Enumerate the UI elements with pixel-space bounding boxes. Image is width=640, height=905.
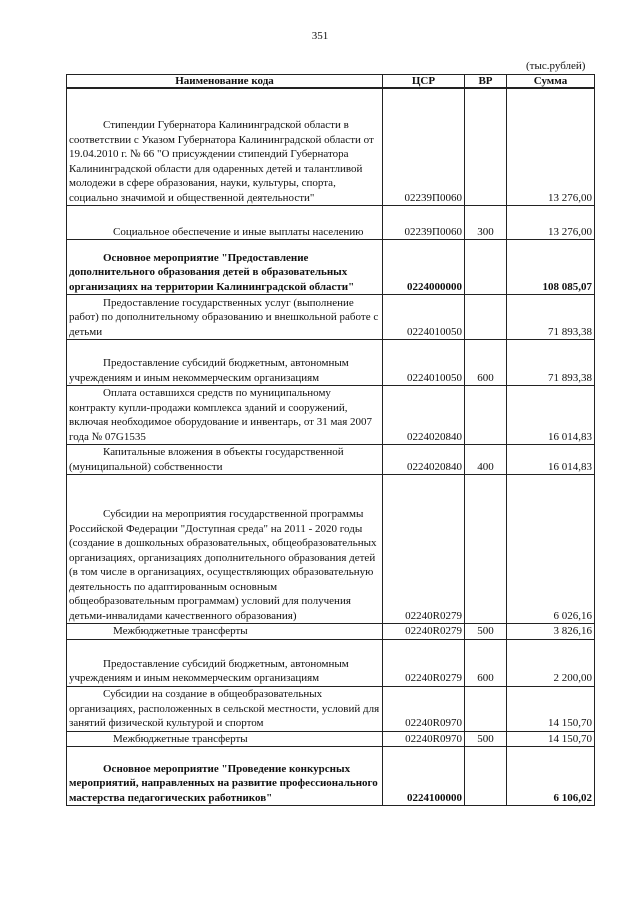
- row-sum: 14 150,70: [507, 686, 595, 731]
- row-name: Оплата оставшихся средств по муниципальному контракту купли-продажи комплекса зданий и сооружений, включая необходимое оборудование и инвентарь, от 31 мая 2007 года № 07G1535: [67, 386, 383, 445]
- row-csr: 0224010050: [383, 340, 465, 386]
- row-sum: 16 014,83: [507, 445, 595, 475]
- table-row: [67, 340, 595, 386]
- row-name: Предоставление субсидий бюджетным, автономным учреждениям и иным некоммерческим организациям: [67, 639, 383, 686]
- row-name: Капитальные вложения в объекты государственной (муниципальной) собственности: [67, 445, 383, 475]
- table-row: [67, 386, 595, 445]
- table-row: [67, 686, 595, 731]
- row-csr: 0224010050: [383, 295, 465, 340]
- row-vr: 500: [465, 731, 507, 747]
- table-row: [67, 240, 595, 295]
- row-sum: 6 026,16: [507, 475, 595, 624]
- row-name: Предоставление государственных услуг (выполнение работ) по дополнительному образованию и внешкольной работе с детьми: [67, 295, 383, 340]
- row-vr: 600: [465, 639, 507, 686]
- row-csr: 02240R0279: [383, 639, 465, 686]
- row-sum: 71 893,38: [507, 340, 595, 386]
- row-csr: 0224000000: [383, 240, 465, 295]
- table-row: [67, 206, 595, 240]
- row-vr: [465, 88, 507, 206]
- row-name: Межбюджетные трансферты: [67, 731, 383, 747]
- row-csr: 02240R0970: [383, 731, 465, 747]
- header-row: [67, 75, 595, 89]
- row-sum: 16 014,83: [507, 386, 595, 445]
- row-csr: 02240R0970: [383, 686, 465, 731]
- table-row: [67, 624, 595, 640]
- table-row: [67, 639, 595, 686]
- row-vr: 600: [465, 340, 507, 386]
- row-vr: 300: [465, 206, 507, 240]
- row-name: Субсидии на мероприятия государственной программы Российской Федерации "Доступная среда" на 2011 - 2020 годы (создание в дошкольных образовательных, общеобразовательных организациях, организациях дополнительного образования детей (в том числе в организациях, осуществляющих образовательную деятельность по адаптированным основным общеобразовательным программам) условий для получения детьми-инвалидами качественного образования): [67, 475, 383, 624]
- header-vr: ВР: [465, 75, 507, 89]
- table-row: [67, 88, 595, 206]
- row-sum: 71 893,38: [507, 295, 595, 340]
- row-csr: 02240R0279: [383, 475, 465, 624]
- row-vr: [465, 240, 507, 295]
- header-sum: Сумма: [507, 75, 595, 89]
- table-row: [67, 445, 595, 475]
- row-csr: 02239П0060: [383, 88, 465, 206]
- row-vr: [465, 686, 507, 731]
- units-label: (тыс.рублей): [526, 60, 586, 72]
- table-row: [67, 475, 595, 624]
- row-name: Социальное обеспечение и иные выплаты населению: [67, 206, 383, 240]
- row-csr: 02239П0060: [383, 206, 465, 240]
- row-vr: [465, 747, 507, 806]
- header-csr: ЦСР: [383, 75, 465, 89]
- row-csr: 0224020840: [383, 445, 465, 475]
- header-name: Наименование кода: [67, 75, 383, 89]
- row-vr: 500: [465, 624, 507, 640]
- row-sum: 14 150,70: [507, 731, 595, 747]
- row-vr: [465, 386, 507, 445]
- row-name: Основное мероприятие "Предоставление дополнительного образования детей в образовательных организациях на территории Калининградской области": [67, 240, 383, 295]
- row-name: Основное мероприятие "Проведение конкурсных мероприятий, направленных на развитие профессионального мастерства педагогических работников": [67, 747, 383, 806]
- row-name: Стипендии Губернатора Калининградской области в соответствии с Указом Губернатора Калининградской области от 19.04.2010 г. № 66 "О присуждении стипендий Губернатора Калининградской области для одаренных детей и талантливой молодежи в сфере образования, науки, культуры, спорта, социально значимой и общественной деятельности": [67, 88, 383, 206]
- row-name: Межбюджетные трансферты: [67, 624, 383, 640]
- row-name: Субсидии на создание в общеобразовательных организациях, расположенных в сельской местности, условий для занятий физической культурой и спортом: [67, 686, 383, 731]
- row-csr: 02240R0279: [383, 624, 465, 640]
- page-number: 351: [311, 30, 329, 42]
- row-vr: 400: [465, 445, 507, 475]
- row-sum: 108 085,07: [507, 240, 595, 295]
- row-sum: 2 200,00: [507, 639, 595, 686]
- row-sum: 13 276,00: [507, 206, 595, 240]
- table-row: [67, 731, 595, 747]
- row-sum: 13 276,00: [507, 88, 595, 206]
- row-name: Предоставление субсидий бюджетным, автономным учреждениям и иным некоммерческим организациям: [67, 340, 383, 386]
- table-row: [67, 295, 595, 340]
- row-csr: 0224020840: [383, 386, 465, 445]
- row-vr: [465, 475, 507, 624]
- row-csr: 0224100000: [383, 747, 465, 806]
- table-row: [67, 747, 595, 806]
- budget-table: [66, 74, 595, 806]
- row-sum: 3 826,16: [507, 624, 595, 640]
- row-vr: [465, 295, 507, 340]
- row-sum: 6 106,02: [507, 747, 595, 806]
